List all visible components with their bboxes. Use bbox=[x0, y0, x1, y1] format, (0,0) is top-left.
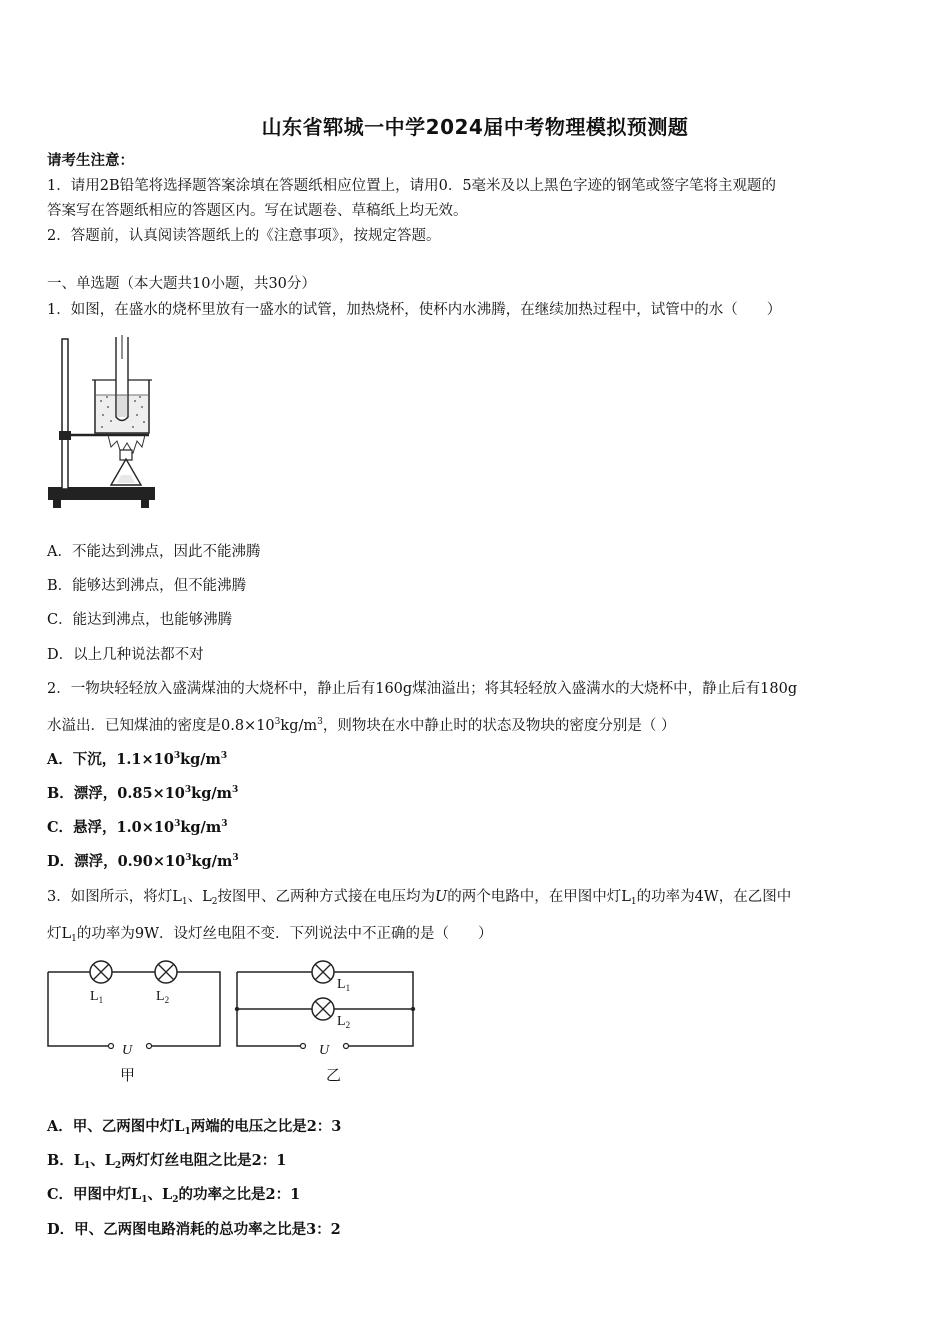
q1-stem: 1．如图，在盛水的烧杯里放有一盛水的试管，加热烧杯，使杯内水沸腾，在继续加热过程中，试管中的水（ ） bbox=[47, 302, 782, 318]
q1-option-d: D．以上几种说法都不对 bbox=[47, 647, 204, 663]
svg-text:乙: 乙 bbox=[326, 1068, 342, 1084]
boiling-apparatus-figure bbox=[45, 335, 160, 513]
circuit-yi bbox=[235, 961, 415, 1084]
q3-option-b: B．$L_1$、$L_2$两灯灯丝电阻之比是2：1 bbox=[47, 1152, 287, 1171]
q1-option-b: B．能够达到沸点，但不能沸腾 bbox=[47, 578, 247, 594]
q3-option-d: D．甲、乙两图电路消耗的总功率之比是3：2 bbox=[47, 1221, 341, 1238]
svg-text:U: U bbox=[319, 1043, 330, 1058]
q2-stem-line-1: 2．一物块轻轻放入盛满煤油的大烧杯中，静止后有160g煤油溢出；将其轻轻放入盛满水的大烧杯中，静止后有180g bbox=[47, 681, 798, 697]
svg-text:L2: $L_2$ bbox=[337, 1014, 351, 1030]
svg-text:L1: $L_1$ bbox=[337, 977, 351, 993]
notice-item-1-line-1: 1．请用2B铅笔将选择题答案涂填在答题纸相应位置上，请用0．5毫米及以上黑色字迹的钢笔或签字笔将主观题的 bbox=[47, 178, 777, 194]
svg-text:U: U bbox=[122, 1043, 133, 1058]
q3-option-a: A．甲、乙两图中灯$L_1$两端的电压之比是2：3 bbox=[47, 1118, 342, 1137]
q1-option-c: C．能达到沸点，也能够沸腾 bbox=[47, 612, 233, 628]
circuit-jia bbox=[48, 961, 220, 1084]
notice-item-2: 2．答题前，认真阅读答题纸上的《注意事项》，按规定答题。 bbox=[47, 228, 441, 244]
q2-option-a: A．下沉，$1.1\times 10^3kg/m^3$ bbox=[47, 751, 228, 768]
svg-text:L1: $L_1$ bbox=[90, 989, 104, 1005]
svg-text:甲: 甲 bbox=[120, 1068, 136, 1084]
q2-option-d: D．漂浮，$0.90\times 10^3kg/m^3$ bbox=[47, 853, 239, 870]
notice-heading: 请考生注意： bbox=[47, 152, 134, 169]
section-heading: 一、单选题（本大题共10小题，共30分） bbox=[47, 276, 316, 292]
q2-option-b: B．漂浮，$0.85\times 10^3kg/m^3$ bbox=[47, 785, 239, 802]
page-title: 山东省郓城一中学2024届中考物理模拟预测题 bbox=[261, 115, 689, 139]
q3-stem-line-1: 3．如图所示，将灯$L_1$、$L_2$按图甲、乙两种方式接在电压均为U的两个电路中，在甲图中灯$L_1$的功率为4W，在乙图中 bbox=[47, 889, 792, 907]
svg-text:L2: $L_2$ bbox=[156, 989, 170, 1005]
notice-item-1-line-2: 答案写在答题纸相应的答题区内。写在试题卷、草稿纸上均无效。 bbox=[47, 203, 468, 219]
q3-stem-line-2: 灯$L_1$的功率为9W．设灯丝电阻不变．下列说法中不正确的是（ ） bbox=[47, 926, 493, 944]
stand-rod bbox=[62, 339, 68, 489]
q3-option-c: C．甲图中灯$L_1$、$L_2$的功率之比是2：1 bbox=[47, 1186, 301, 1205]
q2-stem-line-2: 水溢出．已知煤油的密度是$0.8\times 10^3kg/m^3$，则物块在水中静止时的状态及物块的密度分别是（ ） bbox=[47, 717, 676, 734]
circuit-figures bbox=[44, 955, 419, 1090]
q2-option-c: C．悬浮，$1.0\times 10^3kg/m^3$ bbox=[47, 819, 228, 836]
q1-option-a: A．不能达到沸点，因此不能沸腾 bbox=[47, 544, 261, 560]
